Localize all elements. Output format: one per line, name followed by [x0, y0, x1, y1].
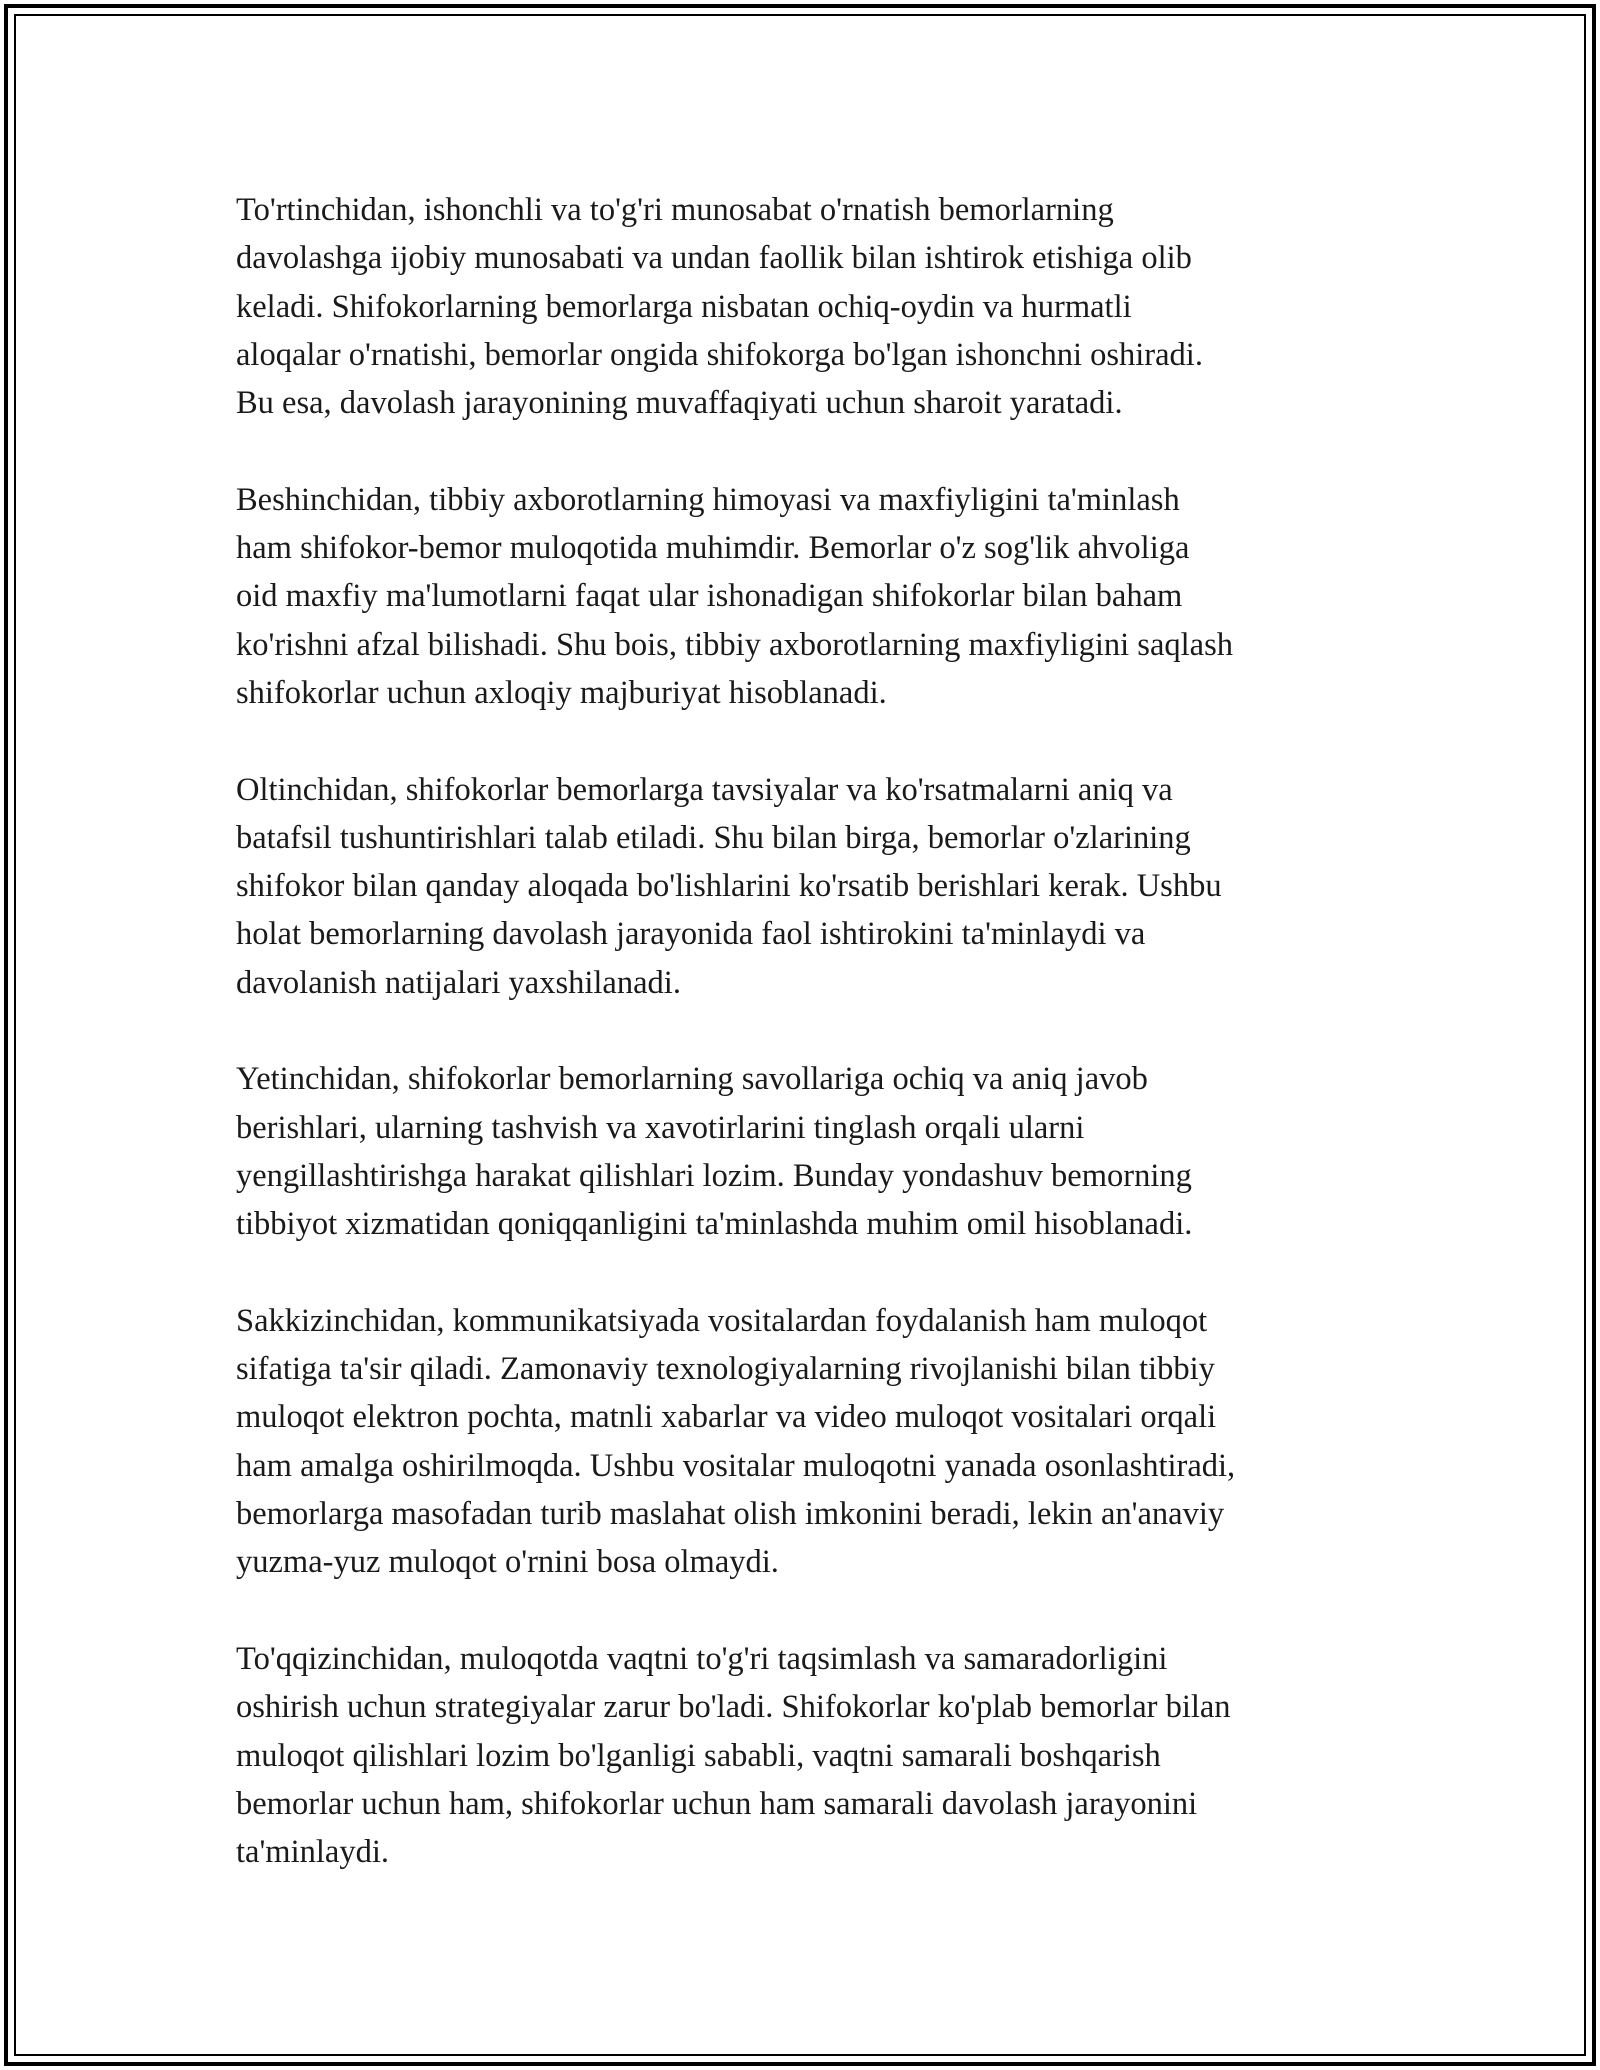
text-line: ko'rishni afzal bilishadi. Shu bois, tibbiy axborotlarning maxfiyligini saqlash	[236, 626, 1233, 663]
text-line: shifokorlar uchun axloqiy majburiyat hisoblanadi.	[236, 674, 887, 711]
text-line: Sakkizinchidan, kommunikatsiyada vositalardan foydalanish ham muloqot	[236, 1302, 1208, 1339]
text-line: Beshinchidan, tibbiy axborotlarning himoyasi va maxfiyligini ta'minlash	[236, 481, 1180, 518]
text-line: davolanish natijalari yaxshilanadi.	[236, 964, 681, 1001]
text-line: shifokor bilan qanday aloqada bo'lishlarini ko'rsatib berishlari kerak. Ushbu	[236, 868, 1222, 905]
text-line: Bu esa, davolash jarayonining muvaffaqiyati uchun sharoit yaratadi.	[236, 385, 1123, 422]
text-line: muloqot qilishlari lozim bo'lganligi sababli, vaqtni samarali boshqarish	[236, 1737, 1161, 1774]
text-line: Yetinchidan, shifokorlar bemorlarning savollariga ochiq va aniq javob	[236, 1061, 1148, 1098]
paragraph-4	[236, 1055, 1376, 1248]
text-line: To'rtinchidan, ishonchli va to'g'ri munosabat o'rnatish bemorlarning	[236, 192, 1114, 228]
text-line: muloqot elektron pochta, matnli xabarlar va video muloqot vositalari orqali	[236, 1399, 1217, 1436]
text-line: sifatiga ta'sir qiladi. Zamonaviy texnologiyalarning rivojlanishi bilan tibbiy	[236, 1351, 1215, 1388]
text-line: bemorlarga masofadan turib maslahat olish imkonini beradi, lekin an'anaviy	[236, 1496, 1225, 1533]
paragraph-6	[236, 1635, 1376, 1876]
text-line: ham amalga oshirilmoqda. Ushbu vositalar muloqotni yanada osonlashtiradi,	[236, 1447, 1236, 1484]
text-line: oid maxfiy ma'lumotlarni faqat ular ishonadigan shifokorlar bilan baham	[236, 578, 1183, 615]
text-line: davolashga ijobiy munosabati va undan faollik bilan ishtirok etishiga olib	[236, 240, 1192, 277]
text-line: oshirish uchun strategiyalar zarur bo'ladi. Shifokorlar ko'plab bemorlar bilan	[236, 1689, 1231, 1726]
text-line: tibbiyot xizmatidan qoniqqanligini ta'minlashda muhim omil hisoblanadi.	[236, 1206, 1193, 1243]
document-body	[236, 186, 1376, 1925]
text-line: holat bemorlarning davolash jarayonida faol ishtirokini ta'minlaydi va	[236, 916, 1146, 953]
text-line: ham shifokor-bemor muloqotida muhimdir. Bemorlar o'z sog'lik ahvoliga	[236, 530, 1190, 567]
paragraph-1	[236, 186, 1376, 427]
paragraph-5	[236, 1297, 1376, 1587]
text-line: To'qqizinchidan, muloqotda vaqtni to'g'ri taqsimlash va samaradorligini	[236, 1640, 1168, 1677]
text-line: keladi. Shifokorlarning bemorlarga nisbatan ochiq-oydin va hurmatli	[236, 288, 1132, 325]
text-line: yengillashtirishga harakat qilishlari lozim. Bunday yondashuv bemorning	[236, 1157, 1192, 1194]
text-line: batafsil tushuntirishlari talab etiladi. Shu bilan birga, bemorlar o'zlarining	[236, 819, 1191, 856]
text-line: bemorlar uchun ham, shifokorlar uchun ham samarali davolash jarayonini	[236, 1785, 1198, 1822]
text-line: yuzma-yuz muloqot o'rnini bosa olmaydi.	[236, 1544, 779, 1581]
paragraph-2	[236, 476, 1376, 717]
paragraph-3	[236, 766, 1376, 1007]
text-line: Oltinchidan, shifokorlar bemorlarga tavsiyalar va ko'rsatmalarni aniq va	[236, 771, 1173, 808]
text-line: aloqalar o'rnatishi, bemorlar ongida shifokorga bo'lgan ishonchni oshiradi.	[236, 336, 1203, 373]
text-line: berishlari, ularning tashvish va xavotirlarini tinglash orqali ularni	[236, 1109, 1085, 1146]
text-line: ta'minlaydi.	[236, 1834, 389, 1871]
